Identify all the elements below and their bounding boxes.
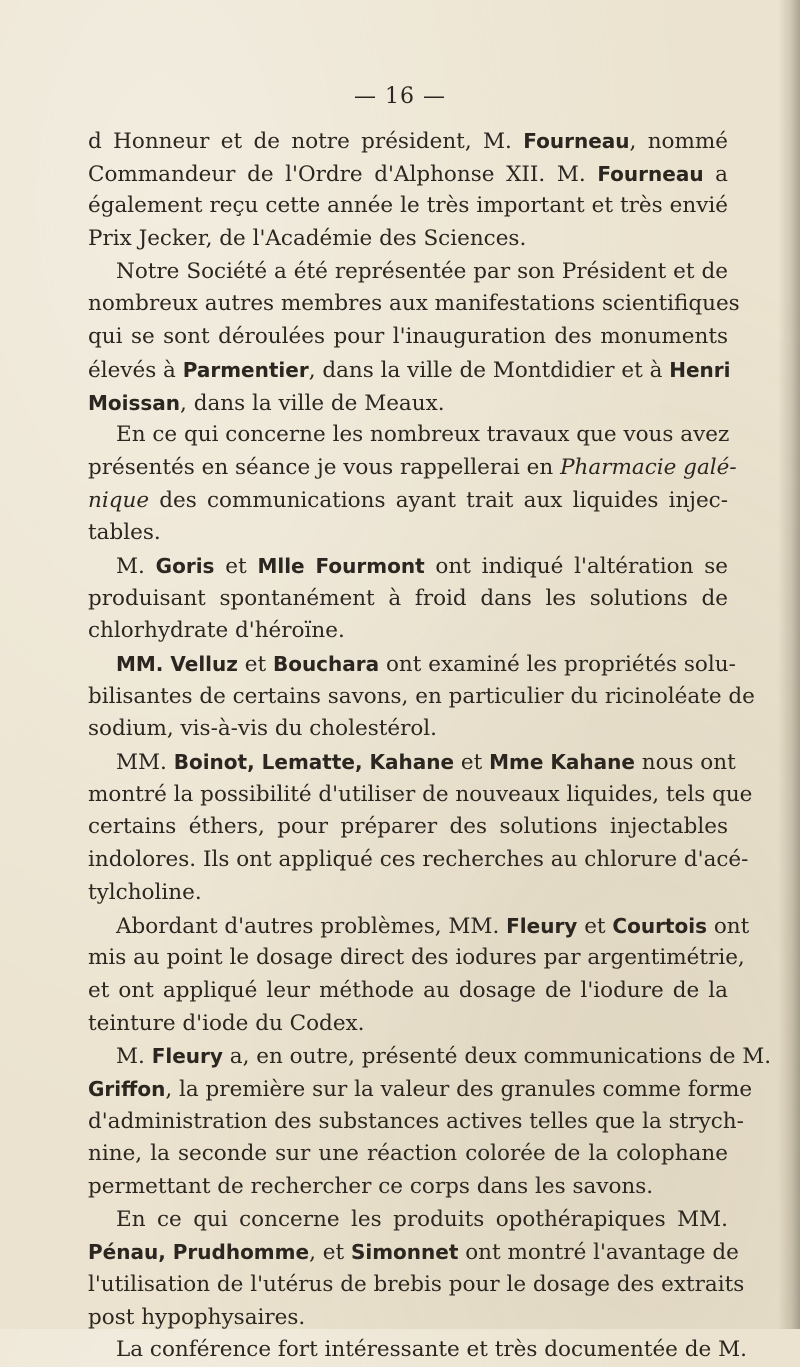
text-line [88,713,728,746]
text-line [88,223,728,256]
text-run: , la première sur la valeur des granules comme forme [165,1076,753,1102]
bold-name: Fourneau [597,161,704,186]
bold-name: Fourneau [523,129,630,153]
bold-name: Mme Kahane [489,750,635,775]
text-run: La conférence fort intéressante et très documentée de M. [116,1337,747,1363]
text-line [88,550,728,583]
bold-name: Fleury [151,1044,223,1069]
text-run: Abordant d'autres problèmes, MM. [116,913,507,939]
text-run: mis au point le dosage direct des iodures par argentimétrie, [88,945,745,971]
bold-name: Moissan [88,390,181,415]
text-line [88,844,749,877]
text-line [88,877,728,910]
text-line [88,615,728,648]
bold-name: Henri [669,357,731,382]
text-run: teinture d'iode du Codex. [88,1010,365,1036]
bold-name: Mlle Fourmont [257,553,425,578]
text-line [88,1269,745,1302]
text-run: d Honneur et de notre président, M. [88,129,524,154]
text-run: et [454,750,490,776]
text-line [88,1138,728,1171]
bold-name: Bouchara [272,652,380,676]
bold-name: Simonnet [350,1240,459,1265]
text-line [88,1040,772,1073]
text-run: M. [116,1044,152,1070]
text-run: En ce qui concerne les produits opothérapiques MM. [116,1206,728,1232]
text-run: bilisantes de certains savons, en particulier du ricinoléate de [88,683,755,709]
text-run: a, en outre, présenté deux communications de M. [222,1044,772,1070]
italic-term: Pharmacie galé- [560,454,737,480]
text-run: Notre Société a été représentée par son Président et de [116,258,728,284]
text-run: et [237,652,273,677]
text-run: montré la possibilité d'utiliser de nouveaux liquides, tels que [88,781,753,807]
page-number: — 16 — [354,84,446,109]
text-line [88,125,728,158]
text-run: M. [116,553,156,579]
text-line [88,485,728,518]
text-run: ont examiné les propriétés solu- [379,652,736,677]
text-line [88,1334,747,1367]
text-run: produisant spontanément à froid dans les solutions de [88,585,728,611]
text-run: sodium, vis-à-vis du cholestérol. [88,716,438,742]
page-edge-shadow [778,0,800,1329]
text-line [88,1073,753,1106]
bold-name: Parmentier [182,357,309,382]
text-run: , nommé [629,129,729,154]
bold-name: Pénau, Prudhomme [88,1240,310,1265]
text-line [88,1008,728,1041]
text-run: ont montré l'avantage de [458,1240,739,1266]
text-line [88,1106,744,1139]
text-run: tables. [88,520,161,546]
text-line [88,354,731,387]
text-line [88,1204,728,1237]
text-run: , dans la ville de Montdidier et à [308,357,670,383]
body-text [88,125,772,1367]
text-run: a [703,161,729,187]
text-line [88,681,755,714]
text-run: nombreux autres membres aux manifestations scientifiques [88,291,740,317]
text-line [88,288,740,321]
text-line [88,779,753,812]
text-run: tylcholine. [88,879,202,905]
text-run: nous ont [634,750,736,776]
text-run: indolores. Ils ont appliqué ces recherches au chlorure d'acé- [88,847,749,873]
text-run: élevés à [88,357,183,383]
bold-name: Boinot, Lematte, Kahane [173,750,455,775]
text-run: En ce qui concerne les nombreux travaux que vous avez [116,422,730,448]
text-run: permettant de rechercher ce corps dans les savons. [88,1174,654,1199]
text-line [88,158,728,191]
text-line [88,1302,728,1335]
bold-name: Courtois [612,913,707,938]
text-line [88,517,728,550]
text-run: , et [309,1240,351,1266]
text-run: et ont appliqué leur méthode au dosage de l'iodure de la [88,977,728,1003]
text-line [88,746,736,779]
text-run: l'utilisation de l'utérus de brebis pour le dosage des extraits [88,1272,745,1298]
text-line [88,1171,728,1204]
bold-name: MM. Velluz [116,652,238,676]
text-run: également reçu cette année le très important et très envié [88,193,728,219]
text-line [88,190,728,223]
text-line [88,811,728,844]
text-run: et [577,913,613,939]
text-line [88,648,736,681]
text-run: nine, la seconde sur une réaction colorée de la colophane [88,1141,728,1167]
text-run: , dans la ville de Meaux. [180,390,445,416]
text-line [88,387,728,420]
text-line [88,975,728,1008]
text-line [88,583,728,616]
text-run: chlorhydrate d'héroïne. [88,618,345,644]
bold-name: Fleury [506,913,578,938]
text-line [88,321,728,354]
text-run: qui se sont déroulées pour l'inauguration des monuments [88,324,728,350]
text-line [88,419,728,452]
text-run: des communications ayant trait aux liquides injec- [149,487,728,513]
bold-name: Griffon [88,1076,166,1101]
text-line [88,452,737,485]
text-line [88,256,728,289]
text-line [88,1236,739,1269]
text-run: Prix Jecker, de l'Académie des Sciences. [88,226,527,252]
text-run: certains éthers, pour préparer des solutions injectables [88,814,728,840]
text-run: MM. [116,750,174,776]
text-run: Commandeur de l'Ordre d'Alphonse XII. M. [88,161,598,187]
text-run: d'administration des substances actives telles que la strych- [88,1108,744,1134]
italic-term: nique [88,487,150,513]
text-line [88,910,750,943]
text-run: présentés en séance je vous rappellerai en [88,454,561,480]
text-run: ont [707,913,750,939]
text-line [88,942,745,975]
text-run: ont indiqué l'altération se [424,553,728,579]
bold-name: Goris [155,553,215,578]
text-run: post hypophysaires. [88,1304,306,1330]
text-run: et [214,553,258,579]
